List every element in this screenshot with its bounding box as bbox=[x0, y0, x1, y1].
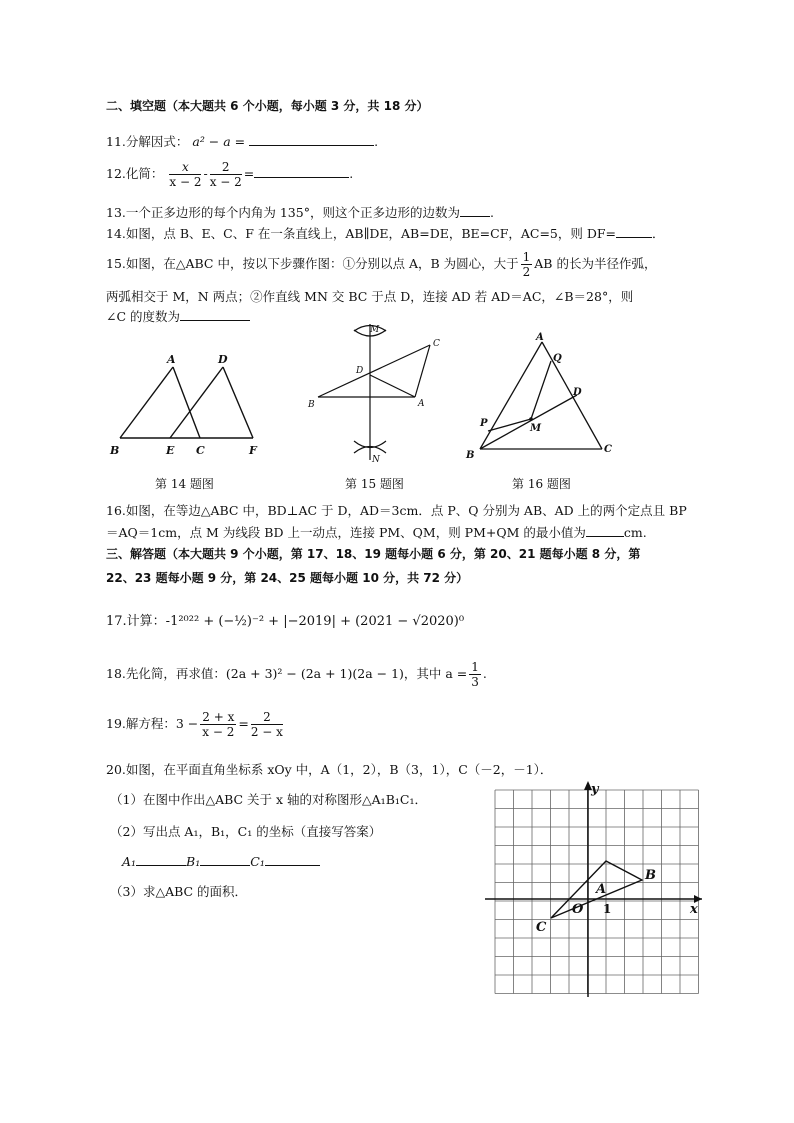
fig16-label-m: M bbox=[530, 423, 542, 434]
question-18: 18.先化简，再求值：(2a + 3)² − (2a + 1)(2a − 1)，其中 a = $\frac{1}{3}$ . bbox=[106, 660, 487, 689]
question-11: 11.分解因式： a² − a = . bbox=[106, 134, 379, 149]
fig16-label-b: B bbox=[466, 450, 475, 461]
fig14-label-e: E bbox=[166, 444, 175, 457]
q19-fraction-1: $\frac{2 + x}{x - 2}$ bbox=[202, 710, 235, 739]
q16-text-b: ＝AQ＝1cm，点 M 为线段 BD 上一动点，连接 PM、QM，则 PM+QM 的最小值为 bbox=[106, 525, 586, 540]
figure-16 bbox=[460, 328, 620, 468]
question-13: 13.一个正多边形的每个内角为 135°，则这个正多边形的边数为 . bbox=[106, 205, 494, 220]
question-20: 20.如图，在平面直角坐标系 xOy 中，A（1，2），B（3，1），C（－2，－1）． bbox=[106, 762, 553, 777]
q16-answer-blank[interactable] bbox=[586, 523, 624, 537]
question-19: 19.解方程：3 − $\frac{2 + x}{x - 2}$ = $\frac{2}{2 - x}$ bbox=[106, 710, 283, 739]
fig14-label-b: B bbox=[110, 444, 120, 457]
grid-x-label: x bbox=[690, 902, 698, 917]
q19-fraction-2: $\frac{2}{2 - x}$ bbox=[250, 710, 283, 739]
fig14-label-a: A bbox=[167, 353, 176, 366]
q16-unit: cm. bbox=[623, 525, 647, 540]
question-16-line2 bbox=[106, 523, 647, 541]
fig14-label-d: D bbox=[218, 353, 228, 366]
q18-text: 18.先化简，再求值：(2a + 3)² − (2a + 1)(2a − 1)，其中 a = bbox=[106, 666, 468, 681]
question-20-part2: （2）写出点 A₁，B₁，C₁ 的坐标（直接写答案） bbox=[110, 824, 382, 839]
coordinate-grid bbox=[480, 775, 710, 1005]
question-16-line1: 16.如图，在等边△ABC 中，BD⊥AC 于 D，AD＝3cm．点 P、Q 分别为 AB、AD 上的两个定点且 BP bbox=[106, 503, 687, 518]
question-20-part1: （1）在图中作出△ABC 关于 x 轴的对称图形△A₁B₁C₁． bbox=[110, 792, 427, 807]
fig15-label-n: N bbox=[372, 455, 380, 465]
fig15-label-m: M bbox=[370, 325, 380, 335]
question-15-line3 bbox=[106, 307, 250, 325]
fig16-label-p: P bbox=[480, 418, 488, 429]
q12-label: 12.化简： bbox=[106, 166, 164, 181]
grid-unit-label: 1 bbox=[603, 902, 612, 916]
q12-fraction-2: $\frac{2}{x - 2}$ bbox=[209, 160, 242, 189]
q14-answer-blank[interactable] bbox=[616, 224, 652, 238]
fig16-label-a: A bbox=[536, 332, 544, 343]
q20-c1-label: C₁ bbox=[250, 854, 265, 869]
grid-y-label: y bbox=[591, 782, 599, 797]
question-17: 17.计算：-1²⁰²² + (−½)⁻² + |−2019| + (2021 − √2020)⁰ bbox=[106, 614, 465, 629]
grid-origin-label: O bbox=[572, 902, 584, 917]
q11-expression: a² − a = bbox=[192, 134, 246, 149]
figure-14 bbox=[100, 345, 270, 465]
q15-text-b: AB 的长为半径作弧， bbox=[534, 256, 657, 271]
q15-text-d: ∠C 的度数为 bbox=[106, 309, 181, 324]
question-20-answer-row bbox=[122, 852, 320, 869]
fig16-label-d: D bbox=[573, 387, 582, 398]
q20-b1-blank[interactable] bbox=[200, 852, 250, 866]
q20-a1-blank[interactable] bbox=[136, 852, 186, 866]
q20-c1-blank[interactable] bbox=[265, 852, 320, 866]
section2-heading: 二、填空题（本大题共 6 个小题，每小题 3 分，共 18 分） bbox=[106, 99, 429, 113]
question-15-line2: 两弧相交于 M，N 两点；②作直线 MN 交 BC 于点 D，连接 AD 若 AD＝AC，∠B＝28°，则 bbox=[106, 289, 634, 304]
fig15-label-b: B bbox=[308, 400, 315, 410]
question-14: 14.如图，点 B、E、C、F 在一条直线上，AB∥DE，AB=DE，BE=CF，AC=5，则 DF= ． bbox=[106, 226, 665, 241]
point-a-label: A bbox=[596, 882, 607, 897]
fig16-label-c: C bbox=[604, 444, 612, 455]
q11-label: 11.分解因式： bbox=[106, 134, 189, 149]
q12-fraction-1: $\frac{x}{x - 2}$ bbox=[169, 160, 202, 189]
fig16-label-q: Q bbox=[553, 353, 562, 364]
figure-15 bbox=[300, 318, 450, 468]
figure-15-caption: 第 15 题图 bbox=[345, 477, 404, 491]
q18-fraction: $\frac{1}{3}$ bbox=[471, 660, 479, 689]
q20-a1-label: A₁ bbox=[122, 854, 137, 869]
q15-half-fraction: $\frac{1}{2}$ bbox=[522, 250, 531, 279]
q19-label: 19.解方程：3 − bbox=[106, 716, 199, 731]
q12-answer-blank[interactable] bbox=[254, 164, 349, 178]
q20-b1-label: B₁ bbox=[186, 854, 201, 869]
question-12: 12.化简： $\frac{x}{x - 2}$ - $\frac{2}{x - 2}$ = . bbox=[106, 160, 354, 189]
figure-16-caption: 第 16 题图 bbox=[512, 477, 571, 491]
section3-heading-1: 三、解答题（本大题共 9 个小题，第 17、18、19 题每小题 6 分，第 20、21 题每小题 8 分，第 bbox=[106, 547, 641, 561]
point-c-label: C bbox=[536, 920, 547, 935]
point-b-label: B bbox=[645, 868, 656, 883]
q14-text: 14.如图，点 B、E、C、F 在一条直线上，AB∥DE，AB=DE，BE=CF，AC=5，则 DF= bbox=[106, 226, 617, 241]
fig15-label-d: D bbox=[356, 366, 364, 376]
q15-answer-blank[interactable] bbox=[180, 307, 250, 321]
fig14-label-c: C bbox=[196, 444, 205, 457]
figure-14-caption: 第 14 题图 bbox=[155, 477, 214, 491]
fig14-label-f: F bbox=[249, 444, 257, 457]
question-20-part3: （3）求△ABC 的面积． bbox=[110, 884, 248, 899]
fig15-label-a: A bbox=[418, 399, 425, 409]
q11-answer-blank[interactable] bbox=[249, 132, 374, 146]
section3-heading-2: 22、23 题每小题 9 分，第 24、25 题每小题 10 分，共 72 分） bbox=[106, 571, 469, 585]
q13-answer-blank[interactable] bbox=[460, 203, 490, 217]
question-15-line1 bbox=[106, 250, 656, 279]
fig15-label-c: C bbox=[433, 339, 440, 349]
q15-text-a: 15.如图，在△ABC 中，按以下步骤作图：①分别以点 A，B 为圆心，大于 bbox=[106, 256, 519, 271]
q13-text: 13.一个正多边形的每个内角为 135°，则这个正多边形的边数为 bbox=[106, 205, 460, 220]
